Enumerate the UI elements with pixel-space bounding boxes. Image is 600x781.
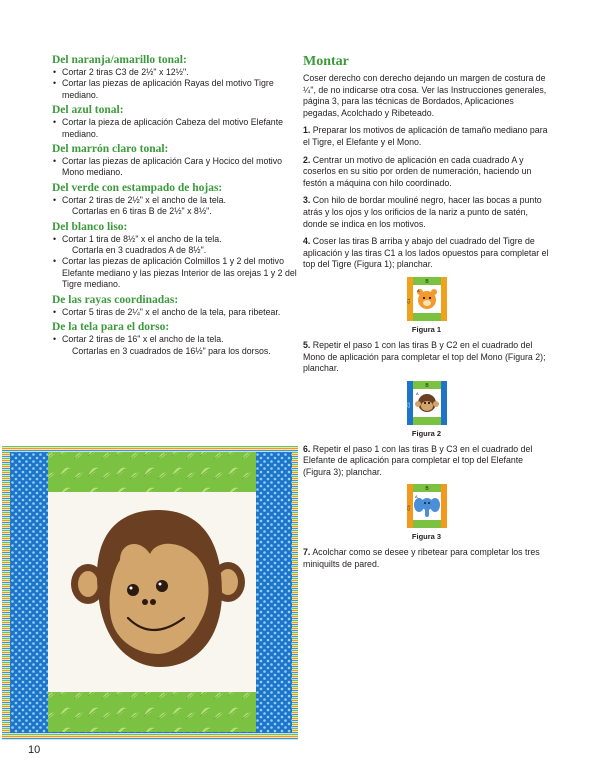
section-title: Montar xyxy=(303,54,349,69)
tiger-muzzle xyxy=(423,300,431,306)
section-heading: De la tela para el dorso: xyxy=(52,321,170,334)
section-heading: Del verde con estampado de hojas: xyxy=(52,181,223,194)
eye-highlight xyxy=(130,587,133,590)
step-text: Acolchar como se desee y ribetear para completar los tres miniquilts de pared. xyxy=(303,547,540,570)
section-list xyxy=(52,234,300,291)
figure-2 xyxy=(303,381,550,438)
section-heading: Del naranja/amarillo tonal: xyxy=(52,54,187,66)
step-3 xyxy=(303,195,550,230)
step-number: 6. xyxy=(303,443,311,454)
section-heading: Del azul tonal: xyxy=(52,104,124,117)
step-text: Repetir el paso 1 con las tiras B y C3 en el cuadrado del Elefante de aplicación para completar el top del Elefante (Figura 3); planchar. xyxy=(303,443,533,477)
step-6 xyxy=(303,444,550,479)
step-text: Repetir el paso 1 con las tiras B y C2 en el cuadrado del Mono de aplicación para completar el top del Mono (Figura 2); planchar. xyxy=(303,339,546,374)
step-1 xyxy=(303,125,550,148)
step-text: Centrar un motivo de aplicación en cada cuadrado A y coserlos en su sitio por orden de numeración, haciendo un festón a máquina con hilo coordinado. xyxy=(303,154,532,188)
step-text: Preparar los motivos de aplicación de tamaño mediano para el Tigre, el Elefante y el Mono. xyxy=(303,125,548,147)
list-item-text: Cortar 2 tiras de 2½" x el ancho de la tela. xyxy=(62,194,227,205)
list-item: • Cortar las piezas de aplicación Colmillos 1 y 2 del motivo Elefante mediano y las piezas Interior de las orejas 1 y 2 del Tigre mediano. xyxy=(52,256,300,290)
list-item-continuation: Cortarla en 3 cuadrados A de 8½". xyxy=(72,245,207,256)
list-item-continuation: Cortarlas en 6 tiras B de 2½" x 8½". xyxy=(72,206,212,217)
elephant-eye xyxy=(428,503,430,505)
step-number: 2. xyxy=(303,154,311,165)
section-list xyxy=(52,195,300,218)
step-number: 4. xyxy=(303,236,311,247)
figure-caption: Figura 3 xyxy=(411,532,442,542)
label-a: A xyxy=(416,287,420,293)
section-list xyxy=(52,67,300,101)
section-heading: De las rayas coordinadas: xyxy=(52,293,179,306)
monkey-ear xyxy=(433,401,439,407)
list-item-continuation: Cortarlas en 3 cuadrados de 16½" para los dorsos. xyxy=(72,345,271,356)
step-number: 7. xyxy=(303,547,311,558)
list-item xyxy=(52,234,300,257)
tiger-ear xyxy=(431,289,437,295)
tiger-eye xyxy=(423,297,425,299)
figure-caption: Figura 1 xyxy=(411,324,442,334)
label-b: B xyxy=(424,278,429,285)
section-heading: Del blanco liso: xyxy=(52,220,128,233)
step-4 xyxy=(303,236,550,271)
label-b: B xyxy=(424,382,429,389)
section-list xyxy=(52,334,300,357)
strip-c-right xyxy=(441,381,447,425)
list-item xyxy=(52,334,300,357)
list-item: • Cortar las piezas de aplicación Cara y Hocico del motivo Mono mediano. xyxy=(52,156,300,179)
list-item: • Cortar la pieza de aplicación Cabeza del motivo Elefante mediano. xyxy=(52,117,300,140)
figure-3 xyxy=(303,484,550,541)
list-item-text: Cortar 1 tira de 8½" x el ancho de la tela. xyxy=(62,233,222,244)
monkey-block-diagram xyxy=(407,381,447,425)
section-heading: Del marrón claro tonal: xyxy=(52,143,169,156)
label-c: C3 xyxy=(405,505,411,512)
section-list xyxy=(52,117,300,140)
monkey-eye-left xyxy=(127,584,139,596)
monkey-eye-right xyxy=(156,580,168,592)
label-a: A xyxy=(414,494,418,500)
monkey-inner-ear-left xyxy=(78,571,98,597)
list-item: • Cortar 5 tiras de 2¼" x el ancho de la tela, para ribetear. xyxy=(52,307,300,318)
list-item: • Cortar 2 tiras C3 de 2½" x 12½". xyxy=(52,67,300,78)
monkey-nostril xyxy=(142,599,148,605)
eye-highlight xyxy=(159,583,162,586)
section-list xyxy=(52,156,300,179)
step-number: 1. xyxy=(303,125,311,136)
monkey-face xyxy=(421,401,433,411)
monkey-nostril xyxy=(150,599,156,605)
label-c: C1 xyxy=(405,298,411,304)
strip-c-right xyxy=(441,277,447,321)
label-a: A xyxy=(415,390,419,396)
tiger-block-diagram xyxy=(407,277,447,321)
monkey-eye xyxy=(424,402,426,404)
list-item xyxy=(52,195,300,218)
list-item-text: Cortar 2 tiras de 16" x el ancho de la tela. xyxy=(62,334,224,345)
elephant-block-diagram xyxy=(407,484,447,528)
label-b: B xyxy=(424,486,429,493)
monkey-eye xyxy=(428,402,430,404)
instructions-column xyxy=(303,53,550,577)
elephant-eye xyxy=(424,503,426,505)
page-number: 10 xyxy=(28,744,41,756)
monkey-quilt-photo xyxy=(0,442,300,743)
step-number: 3. xyxy=(303,195,311,206)
label-c: C2 xyxy=(405,402,411,408)
step-number: 5. xyxy=(303,339,311,350)
step-7 xyxy=(303,547,550,570)
section-list xyxy=(52,307,300,318)
figure-caption: Figura 2 xyxy=(411,428,442,438)
list-item: • Cortar las piezas de aplicación Rayas del motivo Tigre mediano. xyxy=(52,78,300,101)
step-text: Con hilo de bordar mouliné negro, hacer las bocas a punto atrás y los ojos y los orificios de la nariz a punto de satén, donde se indica en los motivos. xyxy=(303,195,542,229)
materials-column xyxy=(52,53,300,359)
intro-paragraph: Coser derecho con derecho dejando un margen de costura de ¼", de no indicarse otra cosa. Ver las Instrucciones generales, página 3, para las técnicas de Bordados, Aplicaciones pegadas, Acolchado y Ribeteado. xyxy=(303,73,547,118)
tiger-eye xyxy=(429,297,431,299)
step-text: Coser las tiras B arriba y abajo del cuadrado del Tigre de aplicación y las tiras C1 a los lados opuestos para completar el top del Tigre (Figura 1); planchar. xyxy=(303,236,549,270)
figure-1 xyxy=(303,277,550,334)
step-2 xyxy=(303,155,550,190)
elephant-trunk xyxy=(425,508,429,517)
monkey-ear xyxy=(415,401,421,407)
strip-c-right xyxy=(441,484,447,528)
step-5 xyxy=(303,340,550,375)
